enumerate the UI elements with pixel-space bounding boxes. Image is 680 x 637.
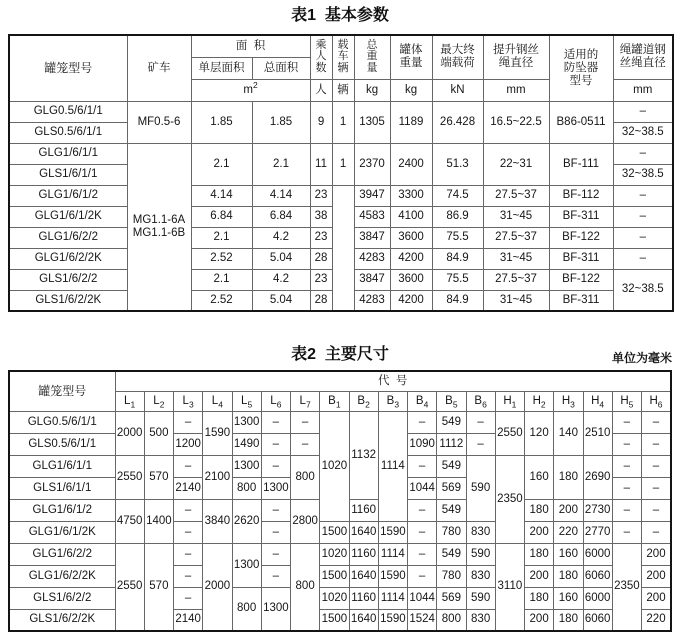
value-cell: – [612, 521, 641, 543]
value-cell: – [408, 411, 437, 433]
value-cell: – [408, 565, 437, 587]
value-cell: 2370 [354, 143, 390, 185]
value-cell: MG1.1-6A MG1.1-6B [127, 143, 191, 311]
value-cell: 2400 [390, 143, 432, 185]
value-cell: 1300 [232, 455, 261, 477]
value-cell: 2510 [583, 411, 612, 455]
model-cell: GLS1/6/1/1 [9, 164, 127, 185]
column-header: 面 积 [191, 35, 310, 57]
value-cell: 2550 [495, 411, 524, 455]
value-cell: – [174, 565, 203, 587]
model-cell: GLG1/6/1/2 [9, 499, 115, 521]
value-cell: BF-111 [549, 143, 613, 185]
value-cell: 6.84 [191, 206, 252, 227]
value-cell: 780 [437, 565, 466, 587]
value-cell: 1189 [390, 101, 432, 143]
value-cell: – [174, 499, 203, 521]
column-header: 代 号 [115, 371, 671, 391]
value-cell: 160 [525, 455, 554, 499]
value-cell: 1300 [232, 543, 261, 587]
value-cell: 4200 [390, 290, 432, 311]
model-cell: GLG1/6/1/2K [9, 206, 127, 227]
column-header: 单层面积 [191, 57, 252, 79]
value-cell: 3600 [390, 227, 432, 248]
value-cell: 2100 [203, 455, 232, 499]
value-cell: – [408, 455, 437, 477]
model-cell: GLG1/6/2/2K [9, 565, 115, 587]
value-cell: 3300 [390, 185, 432, 206]
value-cell: 2140 [174, 609, 203, 631]
value-cell [332, 185, 354, 311]
value-cell: 11 [310, 143, 332, 185]
value-cell: – [642, 499, 672, 521]
column-header: 人 [310, 79, 332, 101]
value-cell: 180 [525, 587, 554, 609]
value-cell: 1090 [408, 433, 437, 455]
value-cell: 180 [525, 499, 554, 521]
value-cell: 27.5~37 [483, 269, 549, 290]
value-cell: 4.2 [252, 269, 310, 290]
value-cell: 160 [554, 587, 583, 609]
value-cell: 22~31 [483, 143, 549, 185]
value-cell: 28 [310, 248, 332, 269]
value-cell: 200 [525, 521, 554, 543]
value-cell: 32~38.5 [613, 122, 673, 143]
value-cell: 23 [310, 227, 332, 248]
value-cell: – [261, 543, 290, 565]
column-header: $B_6$ [466, 391, 495, 411]
column-header: mm [613, 79, 673, 101]
value-cell: – [174, 411, 203, 433]
column-header: $m^2$ [191, 79, 310, 101]
value-cell: 6000 [583, 587, 612, 609]
value-cell: – [408, 499, 437, 521]
column-header: kg [390, 79, 432, 101]
column-header: 辆 [332, 79, 354, 101]
value-cell: – [613, 206, 673, 227]
model-cell: GLG0.5/6/1/1 [9, 101, 127, 122]
value-cell: – [613, 185, 673, 206]
column-header: $L_2$ [144, 391, 173, 411]
value-cell: 200 [525, 609, 554, 631]
value-cell: 200 [642, 587, 672, 609]
value-cell: 570 [144, 455, 173, 499]
value-cell: – [642, 477, 672, 499]
value-cell: – [612, 433, 641, 455]
column-header: 罐笼型号 [9, 371, 115, 411]
value-cell: 3847 [354, 227, 390, 248]
column-header: $L_4$ [203, 391, 232, 411]
value-cell: 180 [554, 609, 583, 631]
value-cell: MF0.5-6 [127, 101, 191, 143]
value-cell: 23 [310, 269, 332, 290]
value-cell: 4583 [354, 206, 390, 227]
value-cell: 1 [332, 101, 354, 143]
model-cell: GLS1/6/1/1 [9, 477, 115, 499]
value-cell: 51.3 [432, 143, 483, 185]
value-cell: 27.5~37 [483, 227, 549, 248]
value-cell: 1640 [349, 521, 378, 543]
column-header: $H_6$ [642, 391, 672, 411]
value-cell: 1590 [378, 609, 407, 631]
column-header: 绳罐道钢 丝绳直径 [613, 35, 673, 79]
column-header: 总面积 [252, 57, 310, 79]
value-cell: 1640 [349, 565, 378, 587]
value-cell: 2350 [495, 455, 524, 543]
column-header: $B_5$ [437, 391, 466, 411]
column-header: 提升钢丝 绳直径 [483, 35, 549, 79]
value-cell: – [642, 411, 672, 433]
value-cell: 5.04 [252, 290, 310, 311]
value-cell: 1400 [144, 499, 173, 543]
column-header: $H_2$ [525, 391, 554, 411]
model-cell: GLS1/6/2/2 [9, 587, 115, 609]
value-cell: 1590 [378, 565, 407, 587]
value-cell: 6.84 [252, 206, 310, 227]
value-cell: 2620 [232, 499, 261, 543]
value-cell: 570 [144, 543, 173, 631]
value-cell: 2770 [583, 521, 612, 543]
value-cell: 2.1 [191, 227, 252, 248]
value-cell: 549 [437, 499, 466, 521]
value-cell: 830 [466, 565, 495, 587]
model-cell: GLS0.5/6/1/1 [9, 433, 115, 455]
value-cell: 84.9 [432, 290, 483, 311]
model-cell: GLS1/6/2/2K [9, 609, 115, 631]
value-cell: 2.1 [252, 143, 310, 185]
value-cell: 31~45 [483, 206, 549, 227]
value-cell: – [612, 455, 641, 477]
value-cell: 31~45 [483, 290, 549, 311]
column-header: $L_5$ [232, 391, 261, 411]
value-cell: 800 [232, 477, 261, 499]
value-cell: – [174, 521, 203, 543]
column-header: $H_3$ [554, 391, 583, 411]
value-cell: 120 [525, 411, 554, 455]
value-cell: 830 [466, 521, 495, 543]
model-cell: GLG0.5/6/1/1 [9, 411, 115, 433]
value-cell: 200 [554, 499, 583, 521]
value-cell: BF-112 [549, 185, 613, 206]
model-cell: GLG1/6/1/2 [9, 185, 127, 206]
value-cell: 3847 [354, 269, 390, 290]
value-cell: 200 [642, 565, 672, 587]
value-cell: – [642, 455, 672, 477]
value-cell: 4.14 [191, 185, 252, 206]
value-cell: 1300 [261, 587, 290, 631]
value-cell: 3600 [390, 269, 432, 290]
value-cell: 549 [437, 411, 466, 433]
column-header: $B_3$ [378, 391, 407, 411]
column-header: 适用的 防坠器 型号 [549, 35, 613, 101]
value-cell: 1590 [378, 521, 407, 543]
model-cell: GLS1/6/2/2 [9, 269, 127, 290]
value-cell: – [408, 521, 437, 543]
value-cell: – [612, 411, 641, 433]
value-cell: – [642, 521, 672, 543]
value-cell: 1590 [203, 411, 232, 455]
model-cell: GLG1/6/1/1 [9, 143, 127, 164]
value-cell: 1.85 [191, 101, 252, 143]
value-cell: 23 [310, 185, 332, 206]
column-header: $L_6$ [261, 391, 290, 411]
value-cell: 2.1 [191, 269, 252, 290]
value-cell: 1160 [349, 587, 378, 609]
table2-title-row [8, 344, 672, 366]
value-cell: – [642, 433, 672, 455]
value-cell: 4.14 [252, 185, 310, 206]
model-cell: GLS1/6/2/2K [9, 290, 127, 311]
value-cell: 220 [642, 609, 672, 631]
value-cell: 1524 [408, 609, 437, 631]
value-cell: 1020 [320, 411, 349, 521]
value-cell: BF-122 [549, 269, 613, 290]
value-cell: 1490 [232, 433, 261, 455]
value-cell: 6000 [583, 543, 612, 565]
value-cell: 590 [466, 587, 495, 609]
value-cell: – [174, 587, 203, 609]
value-cell: 1114 [378, 543, 407, 565]
value-cell: 27.5~37 [483, 185, 549, 206]
value-cell: 75.5 [432, 269, 483, 290]
value-cell: 32~38.5 [613, 269, 673, 311]
value-cell: 800 [232, 587, 261, 631]
model-cell: GLG1/6/2/2 [9, 227, 127, 248]
value-cell: 1300 [232, 411, 261, 433]
model-cell: GLG1/6/2/2 [9, 543, 115, 565]
value-cell: 1500 [320, 609, 349, 631]
value-cell: – [291, 433, 320, 455]
value-cell: 1 [332, 143, 354, 185]
value-cell: 830 [466, 609, 495, 631]
value-cell: 1044 [408, 477, 437, 499]
value-cell: – [466, 433, 495, 455]
table2-unit-note: 单位为毫米 [611, 351, 672, 365]
value-cell: BF-311 [549, 206, 613, 227]
column-header: $L_1$ [115, 391, 144, 411]
value-cell: 2000 [203, 543, 232, 631]
column-header: 罐笼型号 [9, 35, 127, 101]
table1-title: 表1 基本参数 [291, 7, 389, 24]
value-cell: 1300 [261, 477, 290, 499]
value-cell: BF-311 [549, 248, 613, 269]
value-cell: – [612, 499, 641, 521]
table2-main-dimensions [8, 370, 672, 632]
column-header: 罐体 重量 [390, 35, 432, 79]
model-cell: GLS0.5/6/1/1 [9, 122, 127, 143]
value-cell: 2800 [291, 499, 320, 543]
value-cell: 84.9 [432, 248, 483, 269]
column-header: $B_1$ [320, 391, 349, 411]
value-cell: – [261, 455, 290, 477]
value-cell: – [613, 248, 673, 269]
value-cell: 569 [437, 587, 466, 609]
value-cell: 4.2 [252, 227, 310, 248]
value-cell: 3110 [495, 543, 524, 631]
value-cell: 1160 [349, 499, 378, 521]
value-cell: 16.5~22.5 [483, 101, 549, 143]
value-cell: 800 [291, 455, 320, 499]
column-header: 乘 人 数 [310, 35, 332, 79]
column-header: 矿车 [127, 35, 191, 101]
model-cell: GLG1/6/1/2K [9, 521, 115, 543]
value-cell: 1500 [320, 565, 349, 587]
value-cell: 2.1 [191, 143, 252, 185]
value-cell: – [261, 433, 290, 455]
value-cell: 2690 [583, 455, 612, 499]
value-cell: 1200 [174, 433, 203, 455]
value-cell: 86.9 [432, 206, 483, 227]
value-cell: 2730 [583, 499, 612, 521]
value-cell: – [174, 543, 203, 565]
value-cell: 590 [466, 455, 495, 521]
value-cell: 38 [310, 206, 332, 227]
value-cell: 780 [437, 521, 466, 543]
value-cell: 1305 [354, 101, 390, 143]
value-cell: 4283 [354, 248, 390, 269]
value-cell: 200 [525, 565, 554, 587]
column-header: $B_4$ [408, 391, 437, 411]
value-cell: 549 [437, 455, 466, 477]
column-header: $H_5$ [612, 391, 641, 411]
value-cell: 180 [525, 543, 554, 565]
column-header: kg [354, 79, 390, 101]
value-cell: 74.5 [432, 185, 483, 206]
column-header: 最大终 端载荷 [432, 35, 483, 79]
value-cell: B86-0511 [549, 101, 613, 143]
value-cell: – [261, 411, 290, 433]
value-cell: – [291, 411, 320, 433]
value-cell: 2.52 [191, 290, 252, 311]
value-cell: 160 [554, 543, 583, 565]
value-cell: – [261, 565, 290, 587]
value-cell: 5.04 [252, 248, 310, 269]
value-cell: 4283 [354, 290, 390, 311]
column-header: 总 重 量 [354, 35, 390, 79]
value-cell: 1112 [437, 433, 466, 455]
value-cell: – [261, 521, 290, 543]
value-cell: 200 [642, 543, 672, 565]
value-cell: – [612, 477, 641, 499]
value-cell: 2.52 [191, 248, 252, 269]
value-cell: 1114 [378, 587, 407, 609]
value-cell: 4750 [115, 499, 144, 543]
value-cell: 9 [310, 101, 332, 143]
value-cell: 569 [437, 477, 466, 499]
model-cell: GLG1/6/1/1 [9, 455, 115, 477]
value-cell: 1160 [349, 543, 378, 565]
value-cell: 140 [554, 411, 583, 455]
column-header: $H_4$ [583, 391, 612, 411]
value-cell: – [408, 543, 437, 565]
column-header: mm [483, 79, 549, 101]
table2-title: 表2 主要尺寸 [291, 346, 389, 363]
value-cell: 32~38.5 [613, 164, 673, 185]
value-cell: 1044 [408, 587, 437, 609]
value-cell: 500 [144, 411, 173, 455]
value-cell: 1132 [349, 411, 378, 499]
value-cell: 31~45 [483, 248, 549, 269]
value-cell: 4100 [390, 206, 432, 227]
value-cell: 28 [310, 290, 332, 311]
column-header: kN [432, 79, 483, 101]
value-cell: – [466, 411, 495, 433]
value-cell: 549 [437, 543, 466, 565]
value-cell: 2550 [115, 455, 144, 499]
value-cell: 180 [554, 455, 583, 499]
value-cell: 800 [291, 543, 320, 631]
column-header: $B_2$ [349, 391, 378, 411]
value-cell: BF-311 [549, 290, 613, 311]
column-header: $H_1$ [495, 391, 524, 411]
value-cell: – [613, 227, 673, 248]
value-cell: 2140 [174, 477, 203, 499]
value-cell: 2000 [115, 411, 144, 455]
value-cell: 220 [554, 521, 583, 543]
table1-basic-parameters [8, 34, 674, 312]
value-cell: 1640 [349, 609, 378, 631]
value-cell: 75.5 [432, 227, 483, 248]
value-cell: 26.428 [432, 101, 483, 143]
value-cell: – [174, 455, 203, 477]
value-cell: 6060 [583, 565, 612, 587]
value-cell: BF-122 [549, 227, 613, 248]
column-header: $L_7$ [291, 391, 320, 411]
value-cell: 1020 [320, 543, 349, 565]
value-cell: 3840 [203, 499, 232, 543]
value-cell: – [261, 499, 290, 521]
value-cell: 1020 [320, 587, 349, 609]
value-cell: – [613, 143, 673, 164]
value-cell: 800 [437, 609, 466, 631]
value-cell: 1500 [320, 521, 349, 543]
value-cell: 6060 [583, 609, 612, 631]
value-cell: 4200 [390, 248, 432, 269]
column-header: 载 车 辆 [332, 35, 354, 79]
model-cell: GLG1/6/2/2K [9, 248, 127, 269]
value-cell: 180 [554, 565, 583, 587]
value-cell: – [613, 101, 673, 122]
value-cell: 1114 [378, 411, 407, 521]
value-cell: 2350 [612, 543, 641, 631]
value-cell: 2550 [115, 543, 144, 631]
value-cell: 1.85 [252, 101, 310, 143]
value-cell: 590 [466, 543, 495, 565]
value-cell: 3947 [354, 185, 390, 206]
column-header: $L_3$ [174, 391, 203, 411]
